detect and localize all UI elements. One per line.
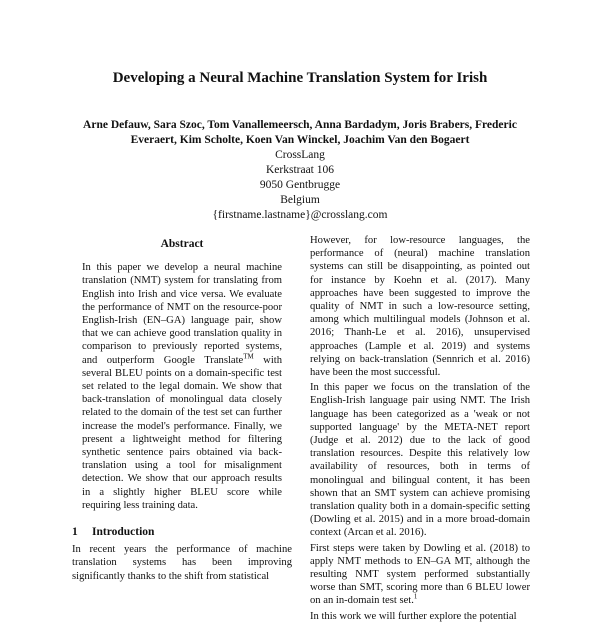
abstract-text-part-1: In this paper we develop a neural machine translation (NMT) system for translating from English into Irish and vice versa. We evaluate the performance of NMT on the resource-poor English-Irish (EN–GA) language pair, show that we can achieve good translation quality in comparison to previously reported systems, and outperform Google Translate xyxy=(82,262,282,366)
paragraph-first-steps xyxy=(310,542,530,608)
paragraph-english-irish: In this paper we focus on the translation of the English-Irish language pair using NMT. The Irish language has been categorized as a 'weak or not supported language' by the META-NET report (Judge et al. 2012) due to the lack of good translation resources. Despite this relatively low availability of resources, both in terms of monolingual and bilingual content, it has been shown that an SMT system can achieve promising translation quality both in a domain-specific setting (Dowling et al. 2015) and in a more broad-domain context (Arcan et al. 2016). xyxy=(310,382,530,539)
trademark-symbol: TM xyxy=(243,352,254,361)
introduction-paragraph: In recent years the performance of machine translation systems has been improving significantly thanks to the shift from statistical xyxy=(72,544,292,582)
abstract-body xyxy=(82,261,282,512)
paper-title: Developing a Neural Machine Translation System for Irish xyxy=(112,70,488,86)
authors-line-1: Arne Defauw, Sara Szoc, Tom Vanallemeersch, Anna Bardadym, Joris Brabers, Frederic xyxy=(83,119,517,131)
section-number: 1 xyxy=(72,526,78,539)
affiliation-org: CrossLang xyxy=(275,149,325,161)
paragraph-first-steps-text: First steps were taken by Dowling et al. (2018) to apply NMT methods to EN–GA MT, although the resulting NMT system performed substantially worse than SMT, scoring more than 6 BLEU lower on an in-domain test set. xyxy=(310,542,530,607)
introduction-heading xyxy=(72,526,292,539)
author-list xyxy=(60,118,540,148)
section-title: Introduction xyxy=(92,526,155,539)
affiliation-city: 9050 Gentbrugge xyxy=(259,179,341,191)
abstract-heading: Abstract xyxy=(160,238,204,250)
authors-line-2: Everaert, Kim Scholte, Koen Van Winckel, Joachim Van den Bogaert xyxy=(130,134,470,146)
affiliation-block xyxy=(100,148,500,223)
affiliation-country: Belgium xyxy=(280,194,320,206)
footnote-marker[interactable]: 1 xyxy=(413,592,418,601)
abstract-text-part-2: with several BLEU points on a domain-specific test set related to the legal domain. We show that back-translation of monolingual data closely related to the domain of the test set can further increase the model's performance. Finally, we present a lightweight method for filtering synthetic sentence pairs obtained via back-translation using a tool for misalignment detection. We show that our approach results in a slightly higher BLEU score while requiring less training data. xyxy=(82,354,283,511)
affiliation-email[interactable]: {firstname.lastname}@crosslang.com xyxy=(212,209,388,221)
right-column xyxy=(310,234,530,625)
paragraph-low-resource: However, for low-resource languages, the performance of (neural) machine translation systems can still be disappointing, as pointed out for instance by Koehn et al. (2017). Many approaches have been suggested to improve the quality of NMT in such a low-resource setting, among which multilingual models (Johnson et al. 2016; Thanh-Le et al. 2016), unsupervised approaches (Lample et al. 2019) and systems relying on back-translation (Sennrich et al. 2016) have been the most successful. xyxy=(310,235,530,379)
left-column xyxy=(72,238,292,583)
paragraph-further-explore: In this work we will further explore the potential xyxy=(310,610,517,622)
affiliation-street: Kerkstraat 106 xyxy=(265,164,335,176)
